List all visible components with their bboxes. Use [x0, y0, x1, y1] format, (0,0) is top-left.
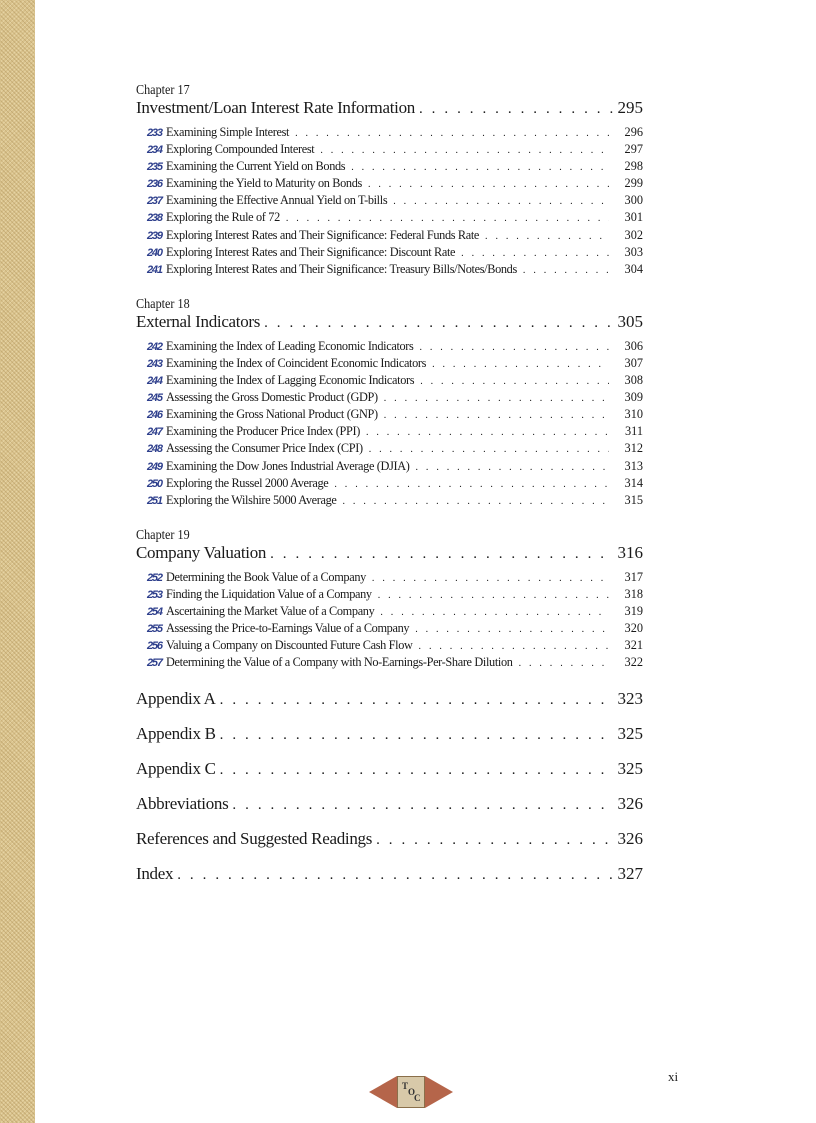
entry-title: Assessing the Price-to-Earnings Value of a Company [166, 621, 410, 636]
chapter-page: 316 [617, 542, 643, 562]
entry-page: 310 [624, 407, 643, 422]
entry-title: Examining the Gross National Product (GNP) [166, 407, 378, 422]
entry-title: Examining the Index of Coincident Economic Indicators [166, 355, 427, 370]
entry-page: 312 [624, 441, 643, 456]
toc-entry-link[interactable] [136, 638, 643, 655]
toc-entry-link[interactable] [136, 339, 643, 356]
entry-page: 321 [624, 638, 643, 653]
chapter-title: External Indicators [136, 311, 261, 331]
entry-number: 248 [147, 443, 162, 456]
entry-title: Valuing a Company on Discounted Future Cash Flow [166, 638, 413, 653]
entry-number: 250 [147, 477, 162, 490]
back-matter-page: 323 [617, 689, 643, 709]
entry-number: 242 [147, 340, 162, 353]
entry-page: 309 [624, 390, 643, 405]
entry-title: Examining the Index of Leading Economic Indicators [166, 338, 414, 353]
dot-leader [519, 658, 609, 669]
back-matter-page: 325 [617, 759, 643, 779]
toc-entry-link[interactable] [136, 476, 643, 493]
toc-entry-link[interactable] [136, 373, 643, 390]
toc-entry-link[interactable] [136, 262, 643, 279]
entry-title: Exploring Interest Rates and Their Significance: Discount Rate [166, 244, 456, 259]
dot-leader [393, 196, 609, 207]
dot-leader [366, 427, 609, 438]
dot-leader [320, 145, 609, 156]
dot-leader [264, 313, 613, 333]
dot-leader [220, 725, 614, 745]
dot-leader [220, 690, 614, 710]
dot-leader [415, 624, 609, 635]
entry-number: 235 [147, 161, 162, 174]
dot-leader [376, 830, 613, 850]
entry-title: Determining the Book Value of a Company [166, 569, 366, 584]
entry-title: Examining the Yield to Maturity on Bonds [166, 176, 362, 191]
chapter-section [136, 527, 643, 673]
back-matter-page: 325 [617, 724, 643, 744]
toc-entry-link[interactable] [136, 228, 643, 245]
toc-entry-link[interactable] [136, 587, 643, 604]
entry-number: 238 [147, 212, 162, 225]
entry-title: Examining the Producer Price Index (PPI) [166, 424, 360, 439]
dot-leader [523, 265, 609, 276]
dot-leader [419, 99, 614, 119]
back-matter-page: 326 [617, 794, 643, 814]
dot-leader [295, 128, 609, 139]
back-matter-list [136, 689, 643, 885]
toc-entry-link[interactable] [136, 621, 643, 638]
entry-number: 255 [147, 623, 162, 636]
chapter-title: Company Valuation [136, 542, 267, 562]
entry-page: 311 [625, 424, 643, 439]
entry-page: 319 [624, 603, 643, 618]
dot-leader [416, 462, 609, 473]
entry-number: 253 [147, 588, 162, 601]
toc-entry-link[interactable] [136, 655, 643, 672]
dot-leader [270, 544, 613, 564]
entry-page: 304 [624, 261, 643, 276]
entry-title: Assessing the Gross Domestic Product (GDP) [166, 390, 378, 405]
toc-entry-link[interactable] [136, 176, 643, 193]
entry-page: 320 [624, 621, 643, 636]
toc-entry-link[interactable] [136, 390, 643, 407]
entry-title: Exploring the Rule of 72 [166, 210, 280, 225]
back-matter-link[interactable] [136, 864, 643, 885]
entry-number: 247 [147, 426, 162, 439]
toc-entry-link[interactable] [136, 159, 643, 176]
entry-page: 296 [624, 125, 643, 139]
entry-number: 251 [147, 494, 162, 507]
chapter-label: Chapter 17 [136, 82, 190, 97]
back-matter-title: Appendix C [136, 759, 216, 779]
chapter-heading-link[interactable] [136, 543, 643, 564]
dot-leader [380, 607, 609, 618]
entry-number: 245 [147, 392, 162, 405]
toc-entry-link[interactable] [136, 407, 643, 424]
entry-title: Finding the Liquidation Value of a Company [166, 586, 372, 601]
entry-number: 237 [147, 195, 162, 208]
dot-leader [384, 393, 609, 404]
toc-entry-link[interactable] [136, 210, 643, 227]
entry-number: 257 [147, 657, 162, 670]
chapter-label: Chapter 18 [136, 295, 190, 311]
dot-leader [485, 231, 609, 242]
entry-title: Exploring the Wilshire 5000 Average [166, 492, 337, 507]
entry-page: 318 [624, 586, 643, 601]
chapter-page: 305 [617, 311, 643, 331]
dot-leader [177, 865, 613, 885]
toc-entry-link[interactable] [136, 356, 643, 373]
dot-leader [419, 342, 609, 353]
page-navigation [369, 1075, 453, 1109]
chapter-page: 295 [617, 98, 643, 117]
entry-number: 252 [147, 571, 162, 584]
toc-entry-link[interactable] [136, 142, 643, 159]
chapter-heading-link[interactable] [136, 312, 643, 333]
entry-title: Assessing the Consumer Price Index (CPI) [166, 441, 363, 456]
toc-entry-link[interactable] [136, 604, 643, 621]
dot-leader [232, 795, 613, 815]
table-of-contents [136, 82, 643, 899]
entry-page: 298 [624, 159, 643, 174]
entry-title: Determining the Value of a Company with No-Earnings-Per-Share Dilution [166, 655, 513, 670]
entry-page: 322 [624, 655, 643, 670]
entry-number: 234 [147, 144, 162, 157]
chapter-section [136, 82, 643, 279]
back-matter-title: Abbreviations [136, 794, 229, 814]
entry-title: Ascertaining the Market Value of a Company [166, 603, 375, 618]
entry-number: 256 [147, 640, 162, 653]
toc-entry-link[interactable] [136, 441, 643, 458]
entry-page: 301 [624, 210, 643, 225]
chapter-title: Investment/Loan Interest Rate Information [136, 98, 415, 117]
entry-number: 244 [147, 375, 162, 388]
dot-leader [420, 376, 609, 387]
toc-entry-link[interactable] [136, 493, 643, 510]
dot-leader [378, 590, 609, 601]
entry-number: 240 [147, 246, 162, 259]
entry-page: 299 [624, 176, 643, 191]
entry-number: 241 [147, 263, 162, 276]
entry-page: 308 [624, 373, 643, 388]
entry-page: 297 [624, 142, 643, 157]
page-number: xi [668, 1069, 679, 1084]
entry-number: 236 [147, 178, 162, 191]
chapter-section [136, 296, 643, 510]
back-matter-link[interactable] [136, 794, 643, 815]
entry-page: 313 [624, 458, 643, 473]
dot-leader [419, 641, 609, 652]
dot-leader [351, 162, 609, 173]
entry-title: Examining the Current Yield on Bonds [166, 159, 346, 174]
toc-entry-link[interactable] [136, 570, 643, 587]
toc-entry-link[interactable] [136, 245, 643, 262]
entry-number: 233 [147, 127, 162, 139]
back-matter-link[interactable] [136, 724, 643, 745]
back-matter-title: Index [136, 864, 174, 884]
entry-page: 314 [624, 475, 643, 490]
entry-title: Exploring Interest Rates and Their Significance: Federal Funds Rate [166, 227, 480, 242]
entry-number: 246 [147, 409, 162, 422]
toc-letter: T [402, 1081, 409, 1091]
dot-leader [432, 359, 609, 370]
dot-leader [286, 213, 609, 224]
entry-title: Exploring Interest Rates and Their Significance: Treasury Bills/Notes/Bonds [166, 261, 517, 276]
entry-title: Examining the Effective Annual Yield on T-bills [166, 193, 388, 208]
entry-page: 307 [624, 355, 643, 370]
entry-page: 300 [624, 193, 643, 208]
dot-leader [384, 410, 609, 421]
entry-title: Examining the Dow Jones Industrial Average (DJIA) [166, 458, 410, 473]
entry-number: 249 [147, 460, 162, 473]
entry-title: Exploring Compounded Interest [166, 142, 315, 157]
next-page-arrow-icon[interactable] [425, 1076, 453, 1108]
entry-page: 306 [624, 338, 643, 353]
dot-leader [220, 760, 614, 780]
entry-number: 239 [147, 229, 162, 242]
chapter-label: Chapter 19 [136, 526, 190, 542]
dot-leader [368, 179, 609, 190]
toc-entry-link[interactable] [136, 125, 643, 142]
entry-page: 303 [624, 244, 643, 259]
entry-number: 243 [147, 357, 162, 370]
previous-page-arrow-icon[interactable] [369, 1076, 397, 1108]
back-matter-link[interactable] [136, 829, 643, 850]
toc-letter: O [408, 1087, 416, 1097]
entry-title: Examining the Index of Lagging Economic Indicators [166, 373, 415, 388]
dot-leader [369, 444, 609, 455]
dot-leader [334, 479, 609, 490]
back-matter-link[interactable] [136, 759, 643, 780]
toc-letter: C [414, 1093, 421, 1103]
toc-button[interactable] [397, 1076, 425, 1108]
dot-leader [372, 573, 609, 584]
toc-entry-link[interactable] [136, 424, 643, 441]
toc-entry-link[interactable] [136, 193, 643, 210]
entry-page: 315 [624, 492, 643, 507]
decorative-sidebar [0, 0, 35, 1123]
back-matter-page: 327 [617, 864, 643, 884]
back-matter-title: References and Suggested Readings [136, 829, 373, 849]
toc-entry-link[interactable] [136, 459, 643, 476]
dot-leader [461, 248, 609, 259]
entry-title: Exploring the Russel 2000 Average [166, 475, 329, 490]
chapter-list [136, 82, 643, 672]
entry-title: Examining Simple Interest [166, 125, 290, 139]
entry-number: 254 [147, 605, 162, 618]
back-matter-title: Appendix A [136, 689, 216, 709]
entry-page: 302 [624, 227, 643, 242]
entry-page: 317 [624, 569, 643, 584]
back-matter-title: Appendix B [136, 724, 216, 744]
dot-leader [343, 496, 609, 507]
back-matter-link[interactable] [136, 689, 643, 710]
chapter-heading-link[interactable] [136, 98, 643, 119]
back-matter-page: 326 [617, 829, 643, 849]
